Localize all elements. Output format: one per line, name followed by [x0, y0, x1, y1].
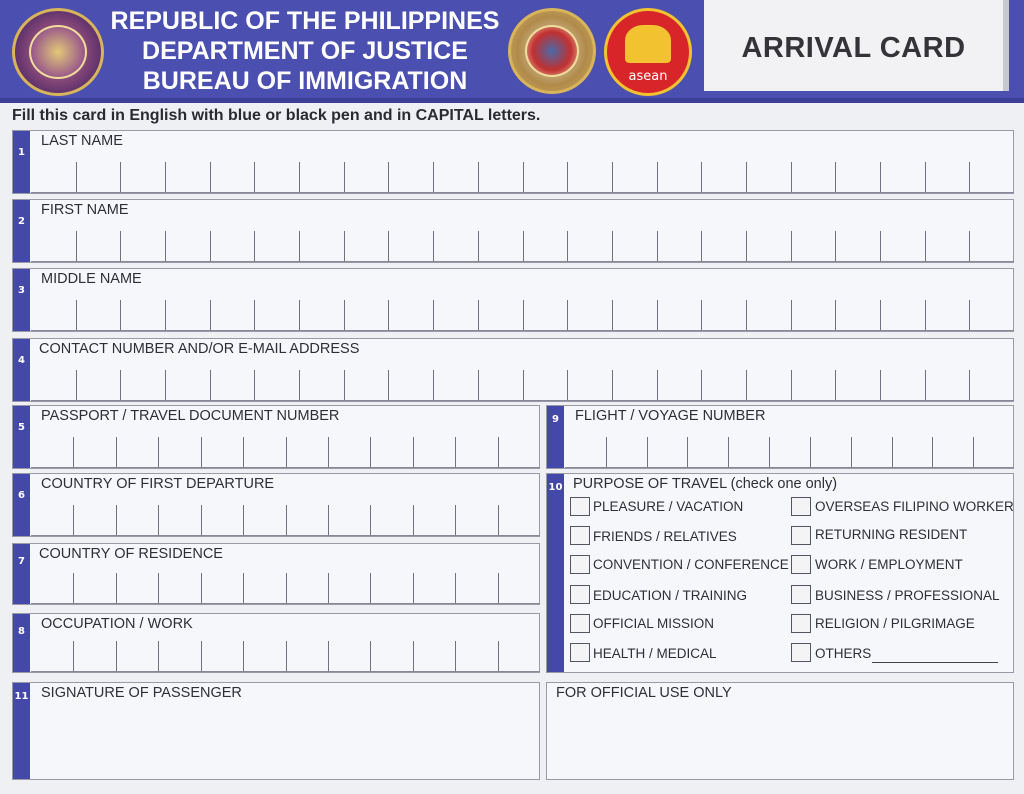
character-box-divider — [120, 370, 121, 400]
character-box-divider — [657, 231, 658, 261]
character-box-divider — [478, 231, 479, 261]
character-box-divider — [612, 300, 613, 330]
character-box-divider — [328, 573, 329, 603]
field-number-tab: 9 — [547, 406, 564, 468]
first-name-character-boxes[interactable] — [31, 232, 1014, 262]
character-box-divider — [791, 370, 792, 400]
last-name-character-boxes[interactable] — [31, 163, 1014, 193]
field-number-tab: 7 — [13, 544, 30, 604]
asean-logo-icon — [604, 8, 692, 96]
character-box-divider — [388, 231, 389, 261]
official-use-box — [546, 682, 1014, 780]
signature-field[interactable] — [12, 682, 540, 780]
character-box-divider — [299, 231, 300, 261]
character-box-divider — [523, 231, 524, 261]
character-box-divider — [498, 505, 499, 535]
character-box-divider — [969, 300, 970, 330]
character-box-divider — [388, 300, 389, 330]
residence-field[interactable] — [12, 543, 540, 605]
character-box-divider — [567, 231, 568, 261]
residence-label: COUNTRY OF RESIDENCE — [39, 546, 223, 562]
character-box-divider — [455, 437, 456, 467]
instruction-text: Fill this card in English with blue or black pen and in CAPITAL letters. — [12, 107, 541, 124]
character-box-divider — [254, 370, 255, 400]
character-box-divider — [835, 231, 836, 261]
character-box-divider — [73, 505, 74, 535]
character-box-divider — [158, 573, 159, 603]
character-box-divider — [701, 300, 702, 330]
character-box-divider — [455, 641, 456, 671]
character-box-divider — [73, 437, 74, 467]
character-box-divider — [299, 370, 300, 400]
character-box-divider — [120, 162, 121, 192]
character-box-divider — [969, 231, 970, 261]
character-box-divider — [498, 437, 499, 467]
official-mission-checkbox[interactable] — [570, 614, 590, 633]
character-box-divider — [165, 231, 166, 261]
character-box-divider — [880, 231, 881, 261]
character-box-divider — [657, 162, 658, 192]
character-box-divider — [76, 231, 77, 261]
character-box-divider — [243, 573, 244, 603]
character-box-divider — [76, 162, 77, 192]
occupation-label: OCCUPATION / WORK — [41, 616, 193, 632]
character-box-divider — [687, 437, 688, 467]
business-professional-checkbox[interactable] — [791, 585, 811, 604]
friends-relatives-checkbox[interactable] — [570, 526, 590, 545]
passport-field[interactable] — [12, 405, 540, 469]
character-box-divider — [969, 370, 970, 400]
character-box-divider — [201, 641, 202, 671]
others-checkbox[interactable] — [791, 643, 811, 662]
character-box-divider — [880, 300, 881, 330]
issuing-agency — [110, 6, 500, 96]
character-box-divider — [120, 300, 121, 330]
character-box-divider — [254, 162, 255, 192]
character-box-divider — [116, 641, 117, 671]
others-label: OTHERS — [815, 646, 872, 661]
middle-name-field[interactable] — [12, 268, 1014, 332]
character-box-divider — [201, 505, 202, 535]
character-box-divider — [478, 162, 479, 192]
last-name-field[interactable] — [12, 130, 1014, 194]
first-departure-label: COUNTRY OF FIRST DEPARTURE — [41, 476, 275, 492]
middle-name-label: MIDDLE NAME — [41, 271, 142, 287]
health-medical-checkbox[interactable] — [570, 643, 590, 662]
bureau-of-immigration-seal-icon — [508, 8, 596, 94]
field-number-tab: 3 — [13, 269, 30, 331]
character-box-divider — [158, 437, 159, 467]
character-box-divider — [746, 300, 747, 330]
character-box-divider — [299, 162, 300, 192]
occupation-field[interactable] — [12, 613, 540, 673]
department-of-justice-seal-icon — [12, 8, 104, 96]
character-box-divider — [370, 437, 371, 467]
character-box-divider — [746, 231, 747, 261]
character-box-divider — [925, 231, 926, 261]
character-box-divider — [455, 573, 456, 603]
character-box-divider — [413, 437, 414, 467]
character-box-divider — [165, 300, 166, 330]
character-box-divider — [286, 641, 287, 671]
education-training-checkbox[interactable] — [570, 585, 590, 604]
character-box-divider — [657, 370, 658, 400]
character-box-divider — [116, 573, 117, 603]
field-number-tab: 8 — [13, 614, 30, 672]
character-box-divider — [701, 370, 702, 400]
character-box-divider — [433, 370, 434, 400]
character-box-divider — [76, 300, 77, 330]
contact-field[interactable] — [12, 338, 1014, 402]
character-box-divider — [254, 231, 255, 261]
business-professional-label: BUSINESS / PROFESSIONAL — [815, 588, 1000, 603]
character-box-divider — [880, 370, 881, 400]
official-mission-label: OFFICIAL MISSION — [593, 616, 715, 631]
character-box-divider — [344, 162, 345, 192]
character-box-divider — [328, 505, 329, 535]
religion-pilgrimage-label: RELIGION / PILGRIMAGE — [815, 616, 975, 631]
character-box-divider — [769, 437, 770, 467]
character-box-divider — [158, 641, 159, 671]
character-box-divider — [344, 231, 345, 261]
convention-conference-label: CONVENTION / CONFERENCE — [593, 557, 789, 572]
signature-label: SIGNATURE OF PASSENGER — [41, 685, 242, 701]
character-box-divider — [344, 370, 345, 400]
field-number-tab: 6 — [13, 474, 30, 536]
last-name-label: LAST NAME — [41, 133, 123, 149]
character-box-divider — [701, 231, 702, 261]
character-box-divider — [791, 300, 792, 330]
character-box-divider — [433, 162, 434, 192]
character-box-divider — [791, 231, 792, 261]
character-box-divider — [243, 641, 244, 671]
purpose-of-travel-label: PURPOSE OF TRAVEL (check one only) — [573, 476, 838, 492]
character-box-divider — [116, 505, 117, 535]
flight-number-label: FLIGHT / VOYAGE NUMBER — [575, 408, 766, 424]
agency-line-2: DEPARTMENT OF JUSTICE — [142, 37, 468, 65]
character-box-divider — [328, 437, 329, 467]
pleasure-vacation-checkbox[interactable] — [570, 497, 590, 516]
middle-name-character-boxes[interactable] — [31, 301, 1014, 331]
contact-character-boxes[interactable] — [31, 371, 1014, 401]
character-box-divider — [880, 162, 881, 192]
character-box-divider — [746, 162, 747, 192]
character-box-divider — [925, 370, 926, 400]
work-employment-checkbox[interactable] — [791, 555, 811, 574]
pleasure-vacation-label: PLEASURE / VACATION — [593, 499, 744, 514]
friends-relatives-label: FRIENDS / RELATIVES — [593, 529, 737, 544]
character-box-divider — [523, 300, 524, 330]
header-divider — [0, 98, 1024, 103]
character-box-divider — [388, 370, 389, 400]
field-number-tab: 11 — [13, 683, 30, 779]
character-box-divider — [210, 300, 211, 330]
field-number-tab: 10 — [547, 474, 564, 672]
character-box-divider — [892, 437, 893, 467]
character-box-divider — [286, 437, 287, 467]
character-box-divider — [567, 162, 568, 192]
health-medical-label: HEALTH / MEDICAL — [593, 646, 717, 661]
character-box-divider — [973, 437, 974, 467]
character-box-divider — [370, 505, 371, 535]
passport-character-boxes[interactable] — [31, 438, 540, 468]
character-box-divider — [647, 437, 648, 467]
passport-label: PASSPORT / TRAVEL DOCUMENT NUMBER — [41, 408, 340, 424]
character-box-divider — [746, 370, 747, 400]
character-box-divider — [210, 370, 211, 400]
overseas-filipino-worker-label: OVERSEAS FILIPINO WORKER — [815, 499, 1014, 514]
character-box-divider — [835, 300, 836, 330]
field-number-tab: 1 — [13, 131, 30, 193]
agency-line-3: BUREAU OF IMMIGRATION — [142, 67, 468, 95]
character-box-divider — [567, 300, 568, 330]
character-box-divider — [158, 505, 159, 535]
asean-logo-text: asean — [628, 69, 668, 84]
field-number-tab: 5 — [13, 406, 30, 468]
others-specify-line[interactable] — [872, 662, 998, 663]
character-box-divider — [478, 370, 479, 400]
character-box-divider — [701, 162, 702, 192]
character-box-divider — [165, 162, 166, 192]
character-box-divider — [791, 162, 792, 192]
residence-character-boxes[interactable] — [31, 574, 540, 604]
character-box-divider — [76, 370, 77, 400]
character-box-divider — [851, 437, 852, 467]
character-box-divider — [413, 641, 414, 671]
agency-line-1: REPUBLIC OF THE PHILIPPINES — [110, 7, 500, 35]
character-box-divider — [73, 641, 74, 671]
work-employment-label: WORK / EMPLOYMENT — [815, 557, 963, 572]
character-box-divider — [120, 231, 121, 261]
character-box-divider — [370, 641, 371, 671]
character-box-divider — [328, 641, 329, 671]
character-box-divider — [201, 573, 202, 603]
contact-label: CONTACT NUMBER AND/OR E-MAIL ADDRESS — [39, 341, 360, 357]
religion-pilgrimage-checkbox[interactable] — [791, 614, 811, 633]
character-box-divider — [835, 370, 836, 400]
card-title: ARRIVAL CARD — [741, 32, 966, 64]
first-name-label: FIRST NAME — [41, 202, 129, 218]
character-box-divider — [728, 437, 729, 467]
character-box-divider — [925, 300, 926, 330]
first-name-field[interactable] — [12, 199, 1014, 263]
character-box-divider — [299, 300, 300, 330]
overseas-filipino-worker-checkbox[interactable] — [791, 497, 811, 516]
character-box-divider — [433, 300, 434, 330]
field-number-tab: 4 — [13, 339, 30, 401]
character-box-divider — [498, 573, 499, 603]
character-box-divider — [810, 437, 811, 467]
flight-number-character-boxes[interactable] — [565, 438, 1014, 468]
character-box-divider — [413, 573, 414, 603]
character-box-divider — [523, 370, 524, 400]
flight-number-field[interactable] — [546, 405, 1014, 469]
field-number-tab: 2 — [13, 200, 30, 262]
character-box-divider — [388, 162, 389, 192]
returning-resident-label: RETURNING RESIDENT — [815, 527, 968, 542]
character-box-divider — [498, 641, 499, 671]
character-box-divider — [413, 505, 414, 535]
education-training-label: EDUCATION / TRAINING — [593, 588, 748, 603]
convention-conference-checkbox[interactable] — [570, 555, 590, 574]
character-box-divider — [925, 162, 926, 192]
official-use-label: FOR OFFICIAL USE ONLY — [556, 685, 732, 701]
character-box-divider — [254, 300, 255, 330]
character-box-divider — [969, 162, 970, 192]
occupation-character-boxes[interactable] — [31, 642, 540, 672]
character-box-divider — [612, 370, 613, 400]
character-box-divider — [523, 162, 524, 192]
character-box-divider — [243, 505, 244, 535]
character-box-divider — [433, 231, 434, 261]
character-box-divider — [210, 162, 211, 192]
character-box-divider — [344, 300, 345, 330]
character-box-divider — [606, 437, 607, 467]
character-box-divider — [243, 437, 244, 467]
character-box-divider — [165, 370, 166, 400]
character-box-divider — [370, 573, 371, 603]
character-box-divider — [73, 573, 74, 603]
character-box-divider — [201, 437, 202, 467]
character-box-divider — [932, 437, 933, 467]
character-box-divider — [455, 505, 456, 535]
character-box-divider — [210, 231, 211, 261]
character-box-divider — [116, 437, 117, 467]
first-departure-character-boxes[interactable] — [31, 506, 540, 536]
card-title-box — [704, 0, 1009, 91]
character-box-divider — [567, 370, 568, 400]
character-box-divider — [612, 162, 613, 192]
character-box-divider — [835, 162, 836, 192]
character-box-divider — [286, 573, 287, 603]
returning-resident-checkbox[interactable] — [791, 526, 811, 545]
character-box-divider — [286, 505, 287, 535]
character-box-divider — [612, 231, 613, 261]
first-departure-field[interactable] — [12, 473, 540, 537]
character-box-divider — [657, 300, 658, 330]
character-box-divider — [478, 300, 479, 330]
